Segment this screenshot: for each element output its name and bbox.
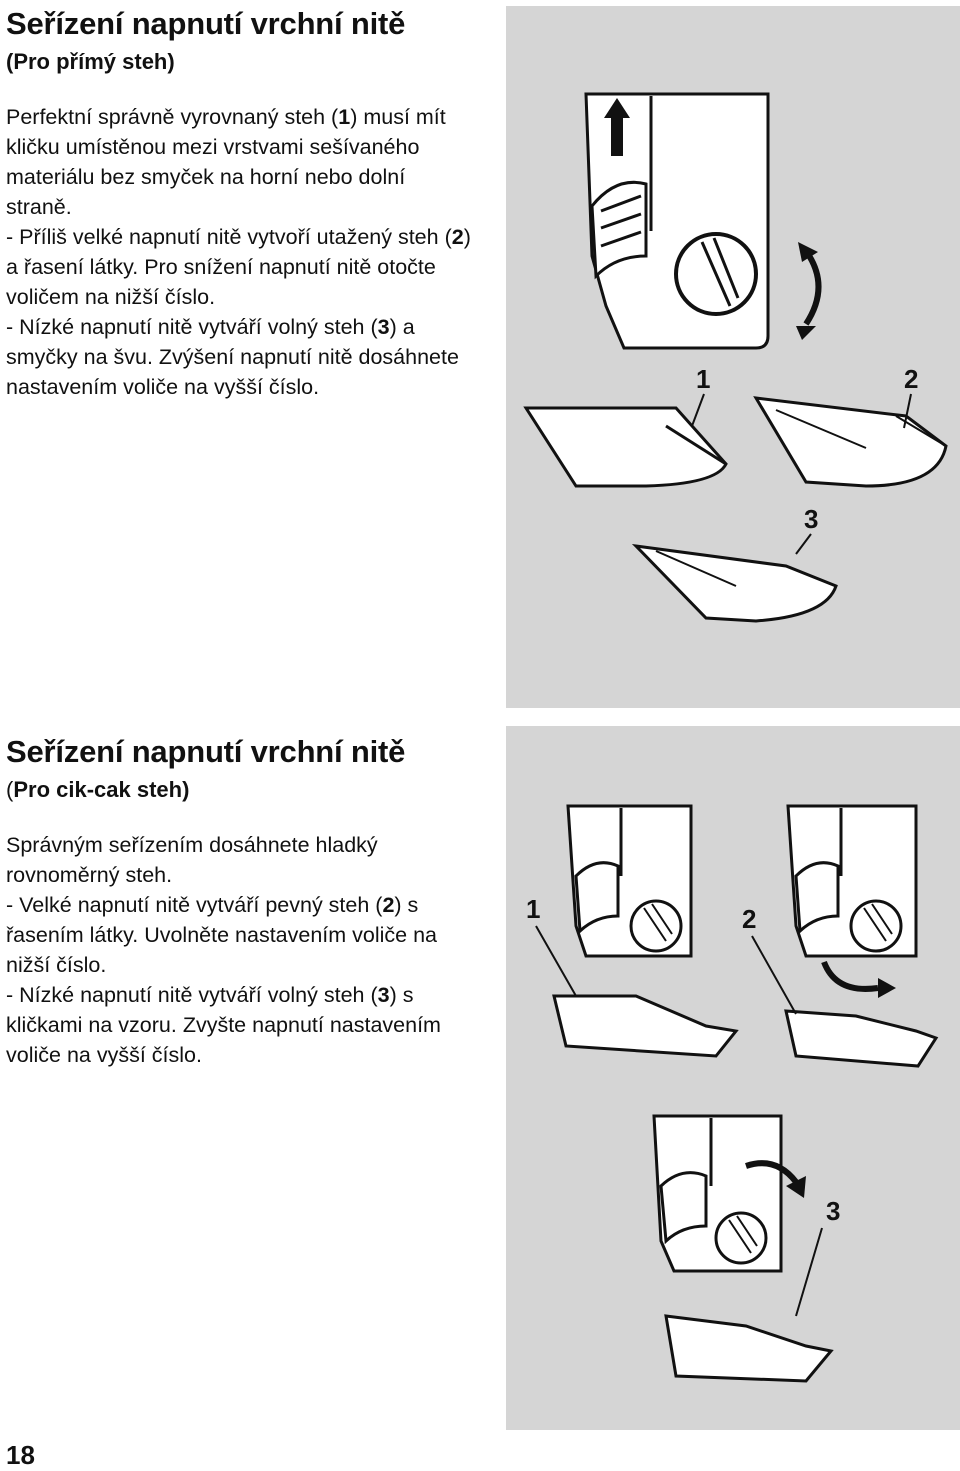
page-number: 18	[6, 1440, 35, 1470]
section-zigzag-stitch	[6, 734, 476, 1070]
section-body	[6, 102, 476, 402]
list-item: - Příliš velké napnutí nitě vytvoří utažený steh (2) a řasení látky. Pro snížení napnutí nitě otočte voličem na nižší číslo.	[6, 225, 471, 310]
label-1: 1	[526, 894, 541, 924]
intro-paragraph: Správným seřízením dosáhnete hladký rovnoměrný steh.	[6, 833, 378, 888]
label-2: 2	[742, 904, 757, 934]
zigzag-stitch-illustration	[506, 726, 960, 1430]
label-1: 1	[696, 364, 711, 394]
straight-stitch-illustration	[506, 6, 960, 708]
list-item: - Nízké napnutí nitě vytváří volný steh (3) a smyčky na švu. Zvýšení napnutí nitě dosáhnete nastavením voliče na vyšší číslo.	[6, 315, 459, 400]
intro-paragraph: Perfektní správně vyrovnaný steh (1) musí mít kličku umístěnou mezi vrstvami sešívaného materiálu bez smyček na horní nebo dolní straně.	[6, 105, 446, 220]
label-2: 2	[904, 364, 919, 394]
tension-dial-diagram	[506, 726, 960, 1430]
rotate-arrow-icon	[806, 251, 819, 324]
section-subtitle: (Pro přímý steh)	[6, 48, 175, 74]
section-subtitle: (Pro cik-cak steh)	[6, 776, 190, 802]
label-3: 3	[826, 1196, 841, 1226]
section-title: Seřízení napnutí vrchní nitě	[6, 734, 406, 769]
rotate-arrow-icon	[824, 962, 878, 989]
section-straight-stitch	[6, 6, 476, 402]
section-title: Seřízení napnutí vrchní nitě	[6, 6, 406, 41]
label-3: 3	[804, 504, 819, 534]
section-body	[6, 830, 476, 1070]
list-item: - Nízké napnutí nitě vytváří volný steh (3) s kličkami na vzoru. Zvyšte napnutí nastavením voliče na vyšší číslo.	[6, 983, 441, 1068]
list-item: - Velké napnutí nitě vytváří pevný steh (2) s řasením látky. Uvolněte nastavením voliče na nižší číslo.	[6, 893, 437, 978]
tension-dial-diagram	[506, 6, 960, 708]
